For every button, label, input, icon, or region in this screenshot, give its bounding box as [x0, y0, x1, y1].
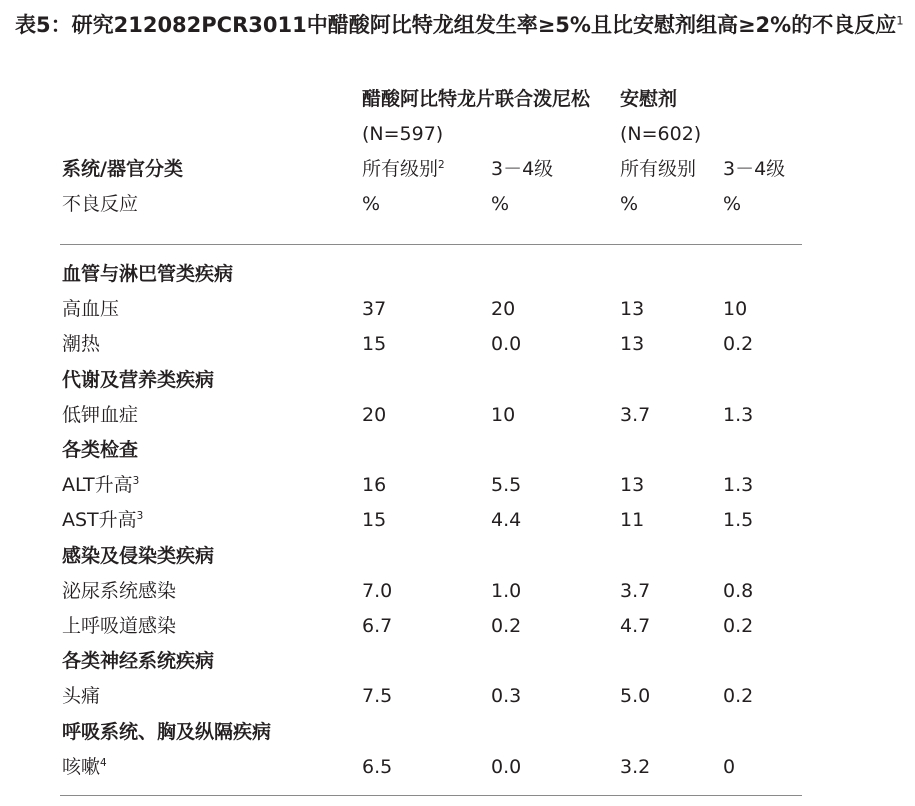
- arm1-all-grades-value: 6.5: [362, 756, 393, 778]
- section-heading: 血管与淋巴管类疾病: [62, 263, 234, 285]
- arm1-grade34-header: 3－4级: [491, 158, 554, 180]
- arm2-grade34-header: 3－4级: [723, 158, 786, 180]
- arm2-all-grades-value: 13: [620, 298, 645, 320]
- arm2-grade34-value: 1.3: [723, 404, 754, 426]
- adverse-reaction-term: [62, 509, 143, 531]
- arm1-all-grades-value: 6.7: [362, 615, 393, 637]
- arm1-all-grades-value: 7.0: [362, 580, 393, 602]
- arm2-grade34-value: 0.2: [723, 615, 754, 637]
- arm1-name: 醋酸阿比特龙片联合泼尼松: [362, 88, 591, 110]
- arm2-grade34-value: 0: [723, 756, 736, 778]
- arm2-all-grades-header: 所有级别: [620, 158, 697, 180]
- adverse-reaction-term: [62, 404, 138, 426]
- arm2-all-grades-value: 11: [620, 509, 645, 531]
- arm2-grade34-percent: %: [723, 193, 742, 215]
- arm1-grade34-value: 0.3: [491, 685, 522, 707]
- arm1-grade34-value: 0.2: [491, 615, 522, 637]
- arm1-grade34-percent: %: [491, 193, 510, 215]
- section-heading: 代谢及营养类疾病: [62, 369, 215, 391]
- arm2-all-grades-value: 13: [620, 474, 645, 496]
- table-title: [15, 6, 905, 44]
- table-title-footnote: 1: [896, 13, 904, 28]
- arm2-all-grades-value: 13: [620, 333, 645, 355]
- arm2-n: (N=602): [620, 123, 702, 145]
- adverse-reaction-term: [62, 615, 176, 637]
- section-heading: 各类检查: [62, 439, 139, 461]
- ae-label: 不良反应: [62, 193, 139, 215]
- term-footnote: 3: [132, 475, 140, 488]
- arm1-all-grades-value: 37: [362, 298, 387, 320]
- arm2-all-grades-value: 5.0: [620, 685, 651, 707]
- arm1-grade34-value: 1.0: [491, 580, 522, 602]
- arm2-all-grades-percent: %: [620, 193, 639, 215]
- arm1-grade34-value: 5.5: [491, 474, 522, 496]
- arm2-all-grades-value: 3.7: [620, 404, 651, 426]
- bottom-rule: [60, 795, 802, 796]
- arm1-n: (N=597): [362, 123, 444, 145]
- arm1-grade34-value: 0.0: [491, 333, 522, 355]
- arm1-grade34-value: 4.4: [491, 509, 522, 531]
- term-footnote: 3: [136, 510, 144, 523]
- arm1-all-grades-value: 15: [362, 509, 387, 531]
- adverse-reaction-term: [62, 333, 100, 355]
- arm2-grade34-value: 1.3: [723, 474, 754, 496]
- table-title-text: 表5：研究212082PCR3011中醋酸阿比特龙组发生率≥5%且比安慰剂组高≥2%的不良反应: [15, 13, 897, 37]
- adverse-reaction-term: [62, 685, 100, 707]
- arm2-grade34-value: 1.5: [723, 509, 754, 531]
- arm1-all-grades-value: 7.5: [362, 685, 393, 707]
- section-heading: 各类神经系统疾病: [62, 650, 215, 672]
- term-text: 咳嗽: [62, 756, 101, 778]
- arm2-name: 安慰剂: [620, 88, 678, 110]
- term-text: ALT升高: [62, 474, 133, 496]
- term-text: 头痛: [62, 685, 101, 707]
- all-grades-footnote: 2: [438, 159, 445, 172]
- arm2-grade34-value: 0.2: [723, 333, 754, 355]
- arm1-all-grades-value: 20: [362, 404, 387, 426]
- arm2-all-grades-value: 3.2: [620, 756, 651, 778]
- term-footnote: 4: [100, 757, 107, 770]
- term-text: AST升高: [62, 509, 137, 531]
- arm2-grade34-value: 0.8: [723, 580, 754, 602]
- arm2-grade34-value: 10: [723, 298, 748, 320]
- arm2-all-grades-value: 3.7: [620, 580, 651, 602]
- header-rule: [60, 244, 802, 245]
- adverse-reaction-term: [62, 580, 176, 602]
- section-heading: 呼吸系统、胸及纵隔疾病: [62, 721, 272, 743]
- arm1-grade34-value: 20: [491, 298, 516, 320]
- term-text: 泌尿系统感染: [62, 580, 177, 602]
- arm1-all-grades-value: 16: [362, 474, 387, 496]
- section-heading: 感染及侵染类疾病: [62, 545, 215, 567]
- term-text: 低钾血症: [62, 404, 139, 426]
- adverse-reaction-term: [62, 298, 119, 320]
- arm1-all-grades-percent: %: [362, 193, 381, 215]
- soc-label: 系统/器官分类: [62, 158, 183, 180]
- adverse-reaction-term: [62, 756, 107, 778]
- term-text: 上呼吸道感染: [62, 615, 177, 637]
- arm1-all-grades-value: 15: [362, 333, 387, 355]
- arm1-grade34-value: 0.0: [491, 756, 522, 778]
- term-text: 潮热: [62, 333, 101, 355]
- all-grades-label: 所有级别: [362, 158, 439, 180]
- term-text: 高血压: [62, 298, 120, 320]
- arm1-all-grades-header: [362, 158, 445, 180]
- arm1-grade34-value: 10: [491, 404, 516, 426]
- arm2-all-grades-value: 4.7: [620, 615, 651, 637]
- arm2-grade34-value: 0.2: [723, 685, 754, 707]
- adverse-reaction-term: [62, 474, 139, 496]
